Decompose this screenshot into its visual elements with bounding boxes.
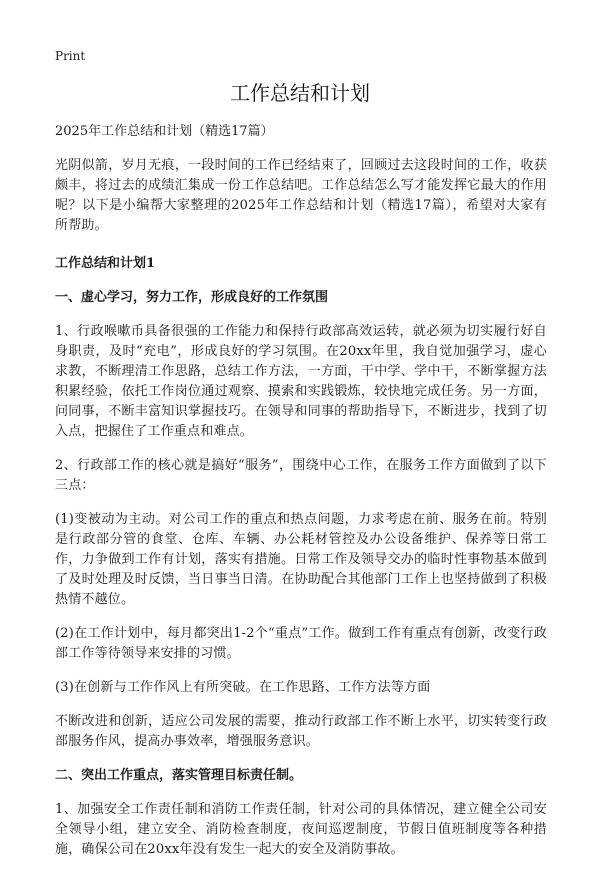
article-body <box>55 122 547 874</box>
heading-two: 二、突出工作重点，落实管理目标责任制。 <box>55 768 303 783</box>
section-title: 工作总结和计划1 <box>55 256 156 271</box>
print-link[interactable]: Print <box>55 49 86 63</box>
article-subtitle: 2025年工作总结和计划（精选17篇） <box>55 124 274 139</box>
paragraph-4: (2)在工作计划中，每月都突出1-2个“重点”工作。做到工作有重点有创新，改变行政部工作等待领导来安排的习惯。 <box>55 626 547 661</box>
paragraph-6: 不断改进和创新，适应公司发展的需要，推动行政部工作不断上水平，切实转变行政部服务作风，提高办事效率，增强服务意识。 <box>55 714 547 749</box>
intro-paragraph: 光阴似箭，岁月无痕，一段时间的工作已经结束了，回顾过去这段时间的工作，收获颇丰，将过去的成绩汇集成一份工作总结吧。工作总结怎么写才能发挥它最大的作用呢？以下是小编帮大家整理的2025年工作总结和计划（精选17篇），希望对大家有所帮助。 <box>55 158 547 233</box>
paragraph-5: (3)在创新与工作作风上有所突破。在工作思路、工作方法等方面 <box>55 680 431 695</box>
paragraph-7: 1、加强安全工作责任制和消防工作责任制，针对公司的具体情况，建立健全公司安全领导小组，建立安全、消防检查制度，夜间巡逻制度，节假日值班制度等各种措施，确保公司在20xx年没有发生一起大的安全及消防事故。 <box>55 802 547 857</box>
paragraph-1: 1、行政喉嗽币具备很强的工作能力和保持行政部高效运转，就必须为切实履行好自身职责，及时“充电”，形成良好的学习氛围。在20xx年里，我自觉加强学习，虚心求教，不断理清工作思路，总结工作方法，一方面，干中学、学中干，不断掌握方法积累经验，依托工作岗位通过观察、摸索和实践锻炼，较快地完成任务。另一方面，问同事，不断丰富知识掌握技巧。在领导和同事的帮助指导下，不断进步，找到了切入点，把握住了工作重点和难点。 <box>55 324 547 439</box>
paragraph-3: (1)变被动为主动。对公司工作的重点和热点问题，力求考虑在前、服务在前。特别是行政部分管的食堂、仓库、车辆、办公耗材管控及办公设备维护、保养等日常工作，力争做到工作有计划，落实有措施。日常工作及领导交办的临时性事物基本做到了及时处理及时反馈，当日事当日清。在协助配合其他部门工作上也坚持做到了积极热情不越位。 <box>55 512 547 607</box>
paragraph-2: 2、行政部工作的核心就是搞好“服务”，围绕中心工作，在服务工作方面做到了以下三点： <box>55 458 547 493</box>
heading-one: 一、虚心学习，努力工作，形成良好的工作氛围 <box>55 290 329 305</box>
page-title: 工作总结和计划 <box>230 81 370 105</box>
